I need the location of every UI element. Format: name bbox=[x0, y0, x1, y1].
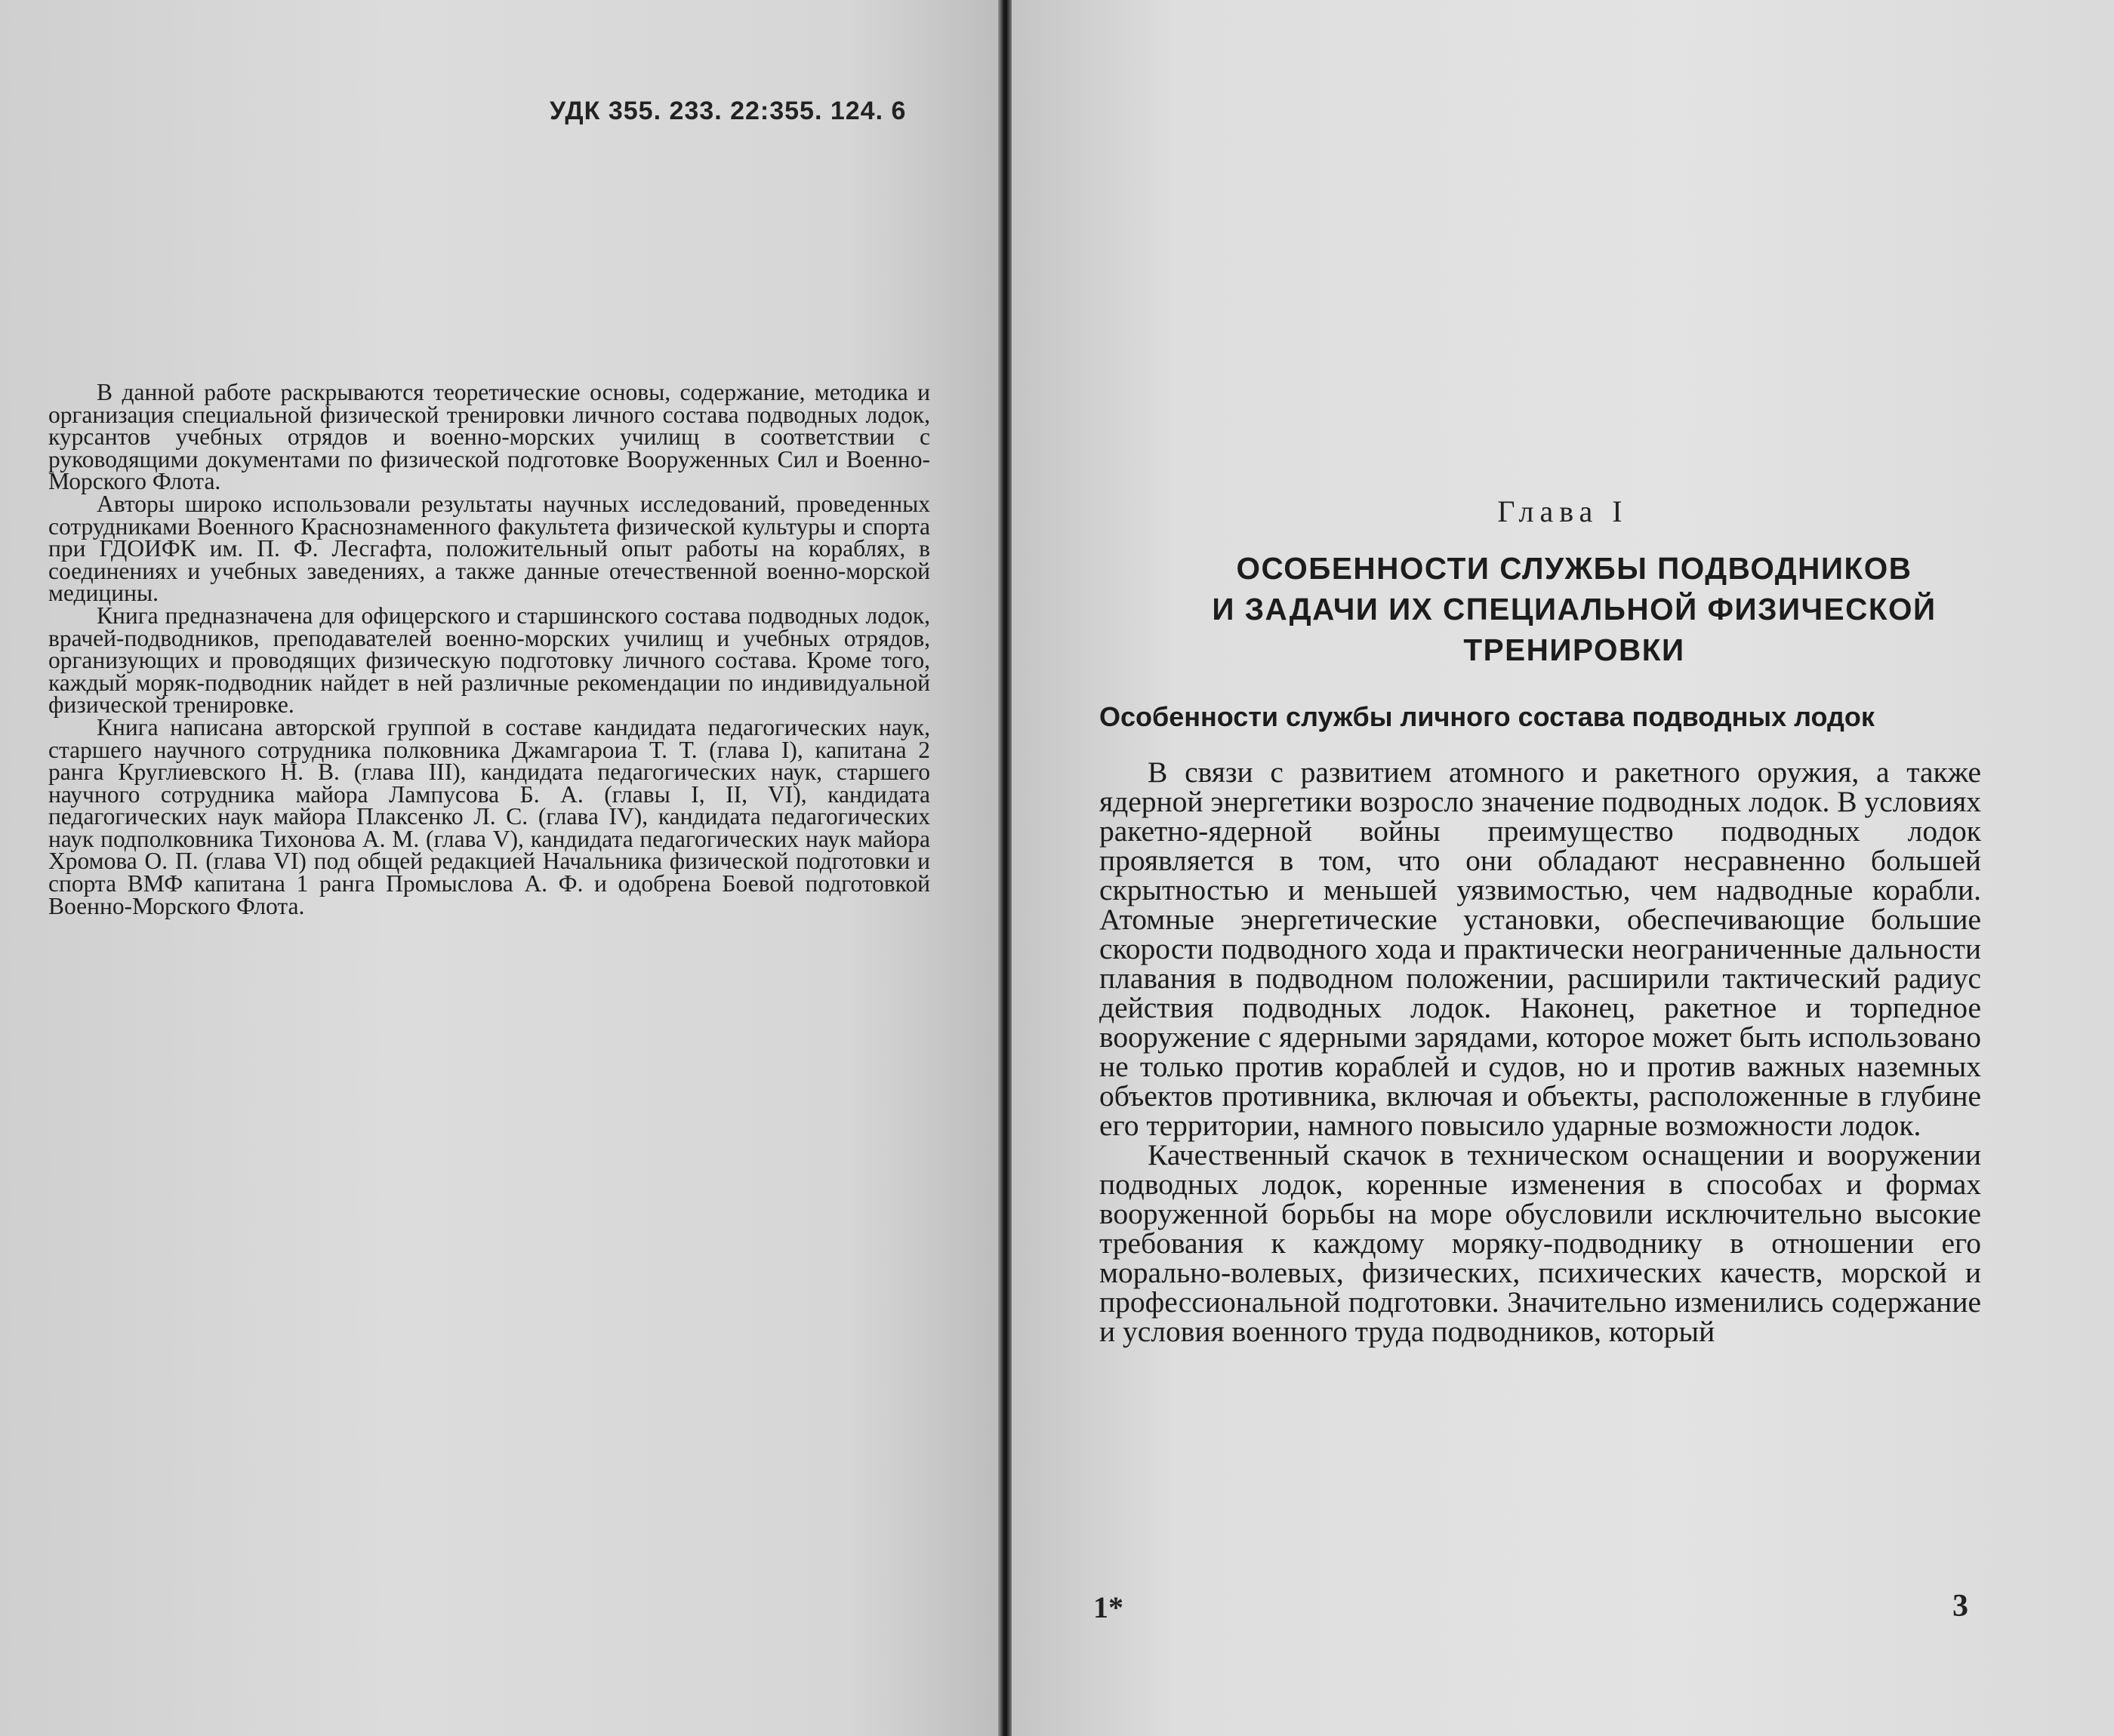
abstract bbox=[48, 381, 930, 917]
chapter-title-line: И ЗАДАЧИ ИХ СПЕЦИАЛЬНОЙ ФИЗИЧЕСКОЙ bbox=[1212, 592, 1937, 626]
abstract-paragraph: В данной работе раскрываются теоретические основы, содержание, методика и организация специальной физической тренировки личного состава подводных лодок, курсантов учебных отрядов и военно-морских училищ в соответствии с руководящими документами по физической подготовке Вооруженных Сил и Военно-Морского Флота. bbox=[48, 379, 930, 495]
body-paragraph: В связи с развитием атомного и ракетного оружия, а также ядерной энергетики возросло значение подводных лодок. В условиях ракетно-ядерной войны преимущество подводных лодок проявляется в том, что они обладают несравненно большей скрытностью и меньшей уязвимостью, чем надводные корабли. Атомные энергетические установки, обеспечивающие большие скорости подводного хода и практически неограниченные дальности плавания в подводном положении, расширили тактический радиус действия подводных лодок. Наконец, ракетное и торпедное вооружение с ядерными зарядами, которое может быть использовано не только против кораблей и судов, но и против важных наземных объектов противника, включая и объекты, расположенные в глубине его территории, намного повысило ударные возможности лодок. bbox=[1099, 756, 1981, 1142]
abstract-paragraph: Авторы широко использовали результаты научных исследований, проведенных сотрудниками Военного Краснознаменного факультета физической культуры и спорта при ГДОИФК им. П. Ф. Лесгафта, положительный опыт работы на кораблях, в соединениях и учебных заведениях, а также данные отечественной военно-морской медицины. bbox=[48, 490, 930, 607]
left-page bbox=[0, 0, 998, 1736]
signature-mark: 1* bbox=[1093, 1590, 1123, 1624]
abstract-paragraph: Книга предназначена для офицерского и старшинского состава подводных лодок, врачей-подводников, преподавателей военно-морских училищ и учебных отрядов, организующих и проводящих физическую подготовку личного состава. Кроме того, каждый моряк-подводник найдет в ней различные рекомендации по индивидуальной физической тренировке. bbox=[48, 602, 930, 719]
abstract-paragraph: Книга написана авторской группой в составе кандидата педагогических наук, старшего научного сотрудника полковника Джамгароиа Т. Т. (глава I), капитана 2 ранга Круглиевского Н. В. (глава III), кандидата педагогических наук, старшего научного сотрудника майора Лампусова Б. А. (главы I, II, VI), кандидата педагогических наук майора Плаксенко Л. С. (глава IV), кандидата педагогических наук подполковника Тихонова А. М. (глава V), кандидата педагогических наук майора Хромова О. П. (глава VI) под общей редакцией Начальника физической подготовки и спорта ВМФ капитана 1 ранга Промыслова А. Ф. и одобрена Боевой подготовкой Военно-Морского Флота. bbox=[48, 713, 930, 919]
page-number: 3 bbox=[1952, 1589, 1968, 1624]
udk-code: УДК 355. 233. 22:355. 124. 6 bbox=[550, 97, 907, 125]
chapter-title-line: ОСОБЕННОСТИ СЛУЖБЫ ПОДВОДНИКОВ bbox=[1236, 551, 1912, 586]
body-paragraph: Качественный скачок в техническом оснащении и вооружении подводных лодок, коренные изменения в способах и формах вооруженной борьбы на море обусловили исключительно высокие требования к каждому моряку-подводнику в отношении его морально-волевых, физических, психических качеств, морской и профессиональной подготовки. Значительно изменились содержание и условия военного труда подводников, который bbox=[1099, 1138, 1981, 1348]
chapter-label: Глава I bbox=[1497, 494, 1629, 528]
chapter-title-line: ТРЕНИРОВКИ bbox=[1463, 633, 1685, 667]
book-spine bbox=[998, 0, 1012, 1736]
body-text bbox=[1099, 758, 1981, 1347]
section-title: Особенности службы личного состава подводных лодок bbox=[1099, 701, 1875, 732]
chapter-title bbox=[1110, 548, 2038, 670]
